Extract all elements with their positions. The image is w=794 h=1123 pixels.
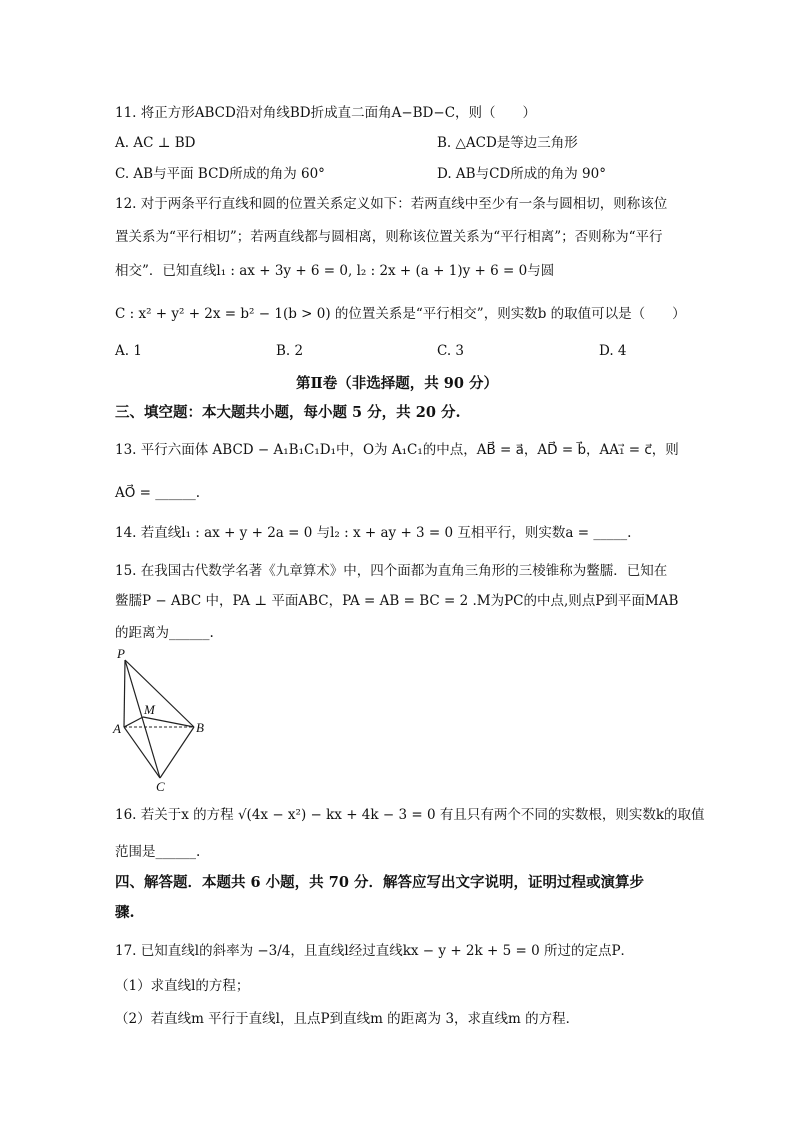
q17-sub-2: （2）若直线m 平行于直线l，且点P到直线m 的距离为 3，求直线m 的方程．: [115, 1011, 580, 1027]
section4-title-line-1: 四、解答题．本题共 6 小题，共 70 分．解答应写出文字说明，证明过程或演算步: [115, 874, 644, 891]
q12-option-b: B. 2: [276, 343, 304, 359]
edge-pa: [124, 660, 125, 727]
q12-line-2: 置关系为“平行相切”；若两直线都与圆相离，则称该位置关系为“平行相离”；否则称为“平行: [115, 229, 663, 245]
segment-am: [124, 717, 143, 727]
q12-option-c: C. 3: [437, 343, 465, 359]
pyramid-figure: [110, 645, 220, 795]
edge-bc: [160, 727, 194, 778]
q11-option-a: A. AC ⊥ BD: [115, 135, 196, 151]
q12-option-d: D. 4: [599, 343, 627, 359]
section3-title: 三、填空题：本大题共小题，每小题 5 分，共 20 分.: [115, 404, 461, 421]
part2-title: 第Ⅱ卷（非选择题，共 90 分）: [296, 375, 498, 392]
edge-ac: [124, 727, 160, 778]
q13-line-1: 13. 平行六面体 ABCD − A₁B₁C₁D₁中，O为 A₁C₁的中点，AB⃗ = a⃗，AD⃗ = b⃗，AA₁⃗ = c⃗，则: [115, 442, 679, 458]
q13-line-2: AO⃗ = ______.: [115, 485, 201, 501]
label-p: P: [117, 646, 125, 661]
q11-option-c: C. AB与平面 BCD所成的角为 60°: [115, 166, 325, 182]
q17-line-1: 17. 已知直线l的斜率为 −3/4，且直线l经过直线kx − y + 2k + 5 = 0 所过的定点P．: [115, 943, 635, 959]
q11-option-b: B. △ACD是等边三角形: [437, 135, 578, 151]
section4-title-line-2: 骤.: [115, 904, 135, 921]
q12-option-a: A. 1: [115, 343, 142, 359]
label-a: A: [113, 721, 121, 736]
q12-line-4: C : x² + y² + 2x = b² − 1(b > 0) 的位置关系是“平行相交”，则实数b 的取值可以是（ ）: [115, 306, 686, 322]
label-c: C: [156, 779, 165, 794]
q12-line-1: 12. 对于两条平行直线和圆的位置关系定义如下：若两直线中至少有一条与圆相切，则称该位: [115, 196, 668, 212]
label-b: B: [196, 720, 204, 735]
q12-line-3: 相交”．已知直线l₁ : ax + 3y + 6 = 0, l₂ : 2x + (a + 1)y + 6 = 0与圆: [115, 263, 555, 279]
q16-line-1: 16. 若关于x 的方程 √(4x − x²) − kx + 4k − 3 = 0 有且只有两个不同的实数根，则实数k的取值: [115, 807, 705, 823]
q16-line-2: 范围是______.: [115, 844, 201, 860]
q15-line-2: 鳖臑P − ABC 中，PA ⊥ 平面ABC，PA = AB = BC = 2 .M为PC的中点,则点P到平面MAB: [115, 593, 679, 609]
q11-stem: 11. 将正方形ABCD沿对角线BD折成直二面角A−BD−C，则（ ）: [115, 105, 537, 121]
segment-mb: [143, 717, 194, 727]
label-m: M: [144, 702, 155, 717]
q17-sub-1: （1）求直线l的方程；: [115, 978, 250, 994]
q14-line: 14. 若直线l₁ : ax + y + 2a = 0 与l₂ : x + ay + 3 = 0 互相平行，则实数a = _____.: [115, 525, 632, 541]
q15-line-1: 15. 在我国古代数学名著《九章算术》中，四个面都为直角三角形的三棱锥称为鳖臑．已知在: [115, 563, 668, 579]
q15-line-3: 的距离为______.: [115, 625, 214, 641]
q11-option-d: D. AB与CD所成的角为 90°: [437, 166, 606, 182]
